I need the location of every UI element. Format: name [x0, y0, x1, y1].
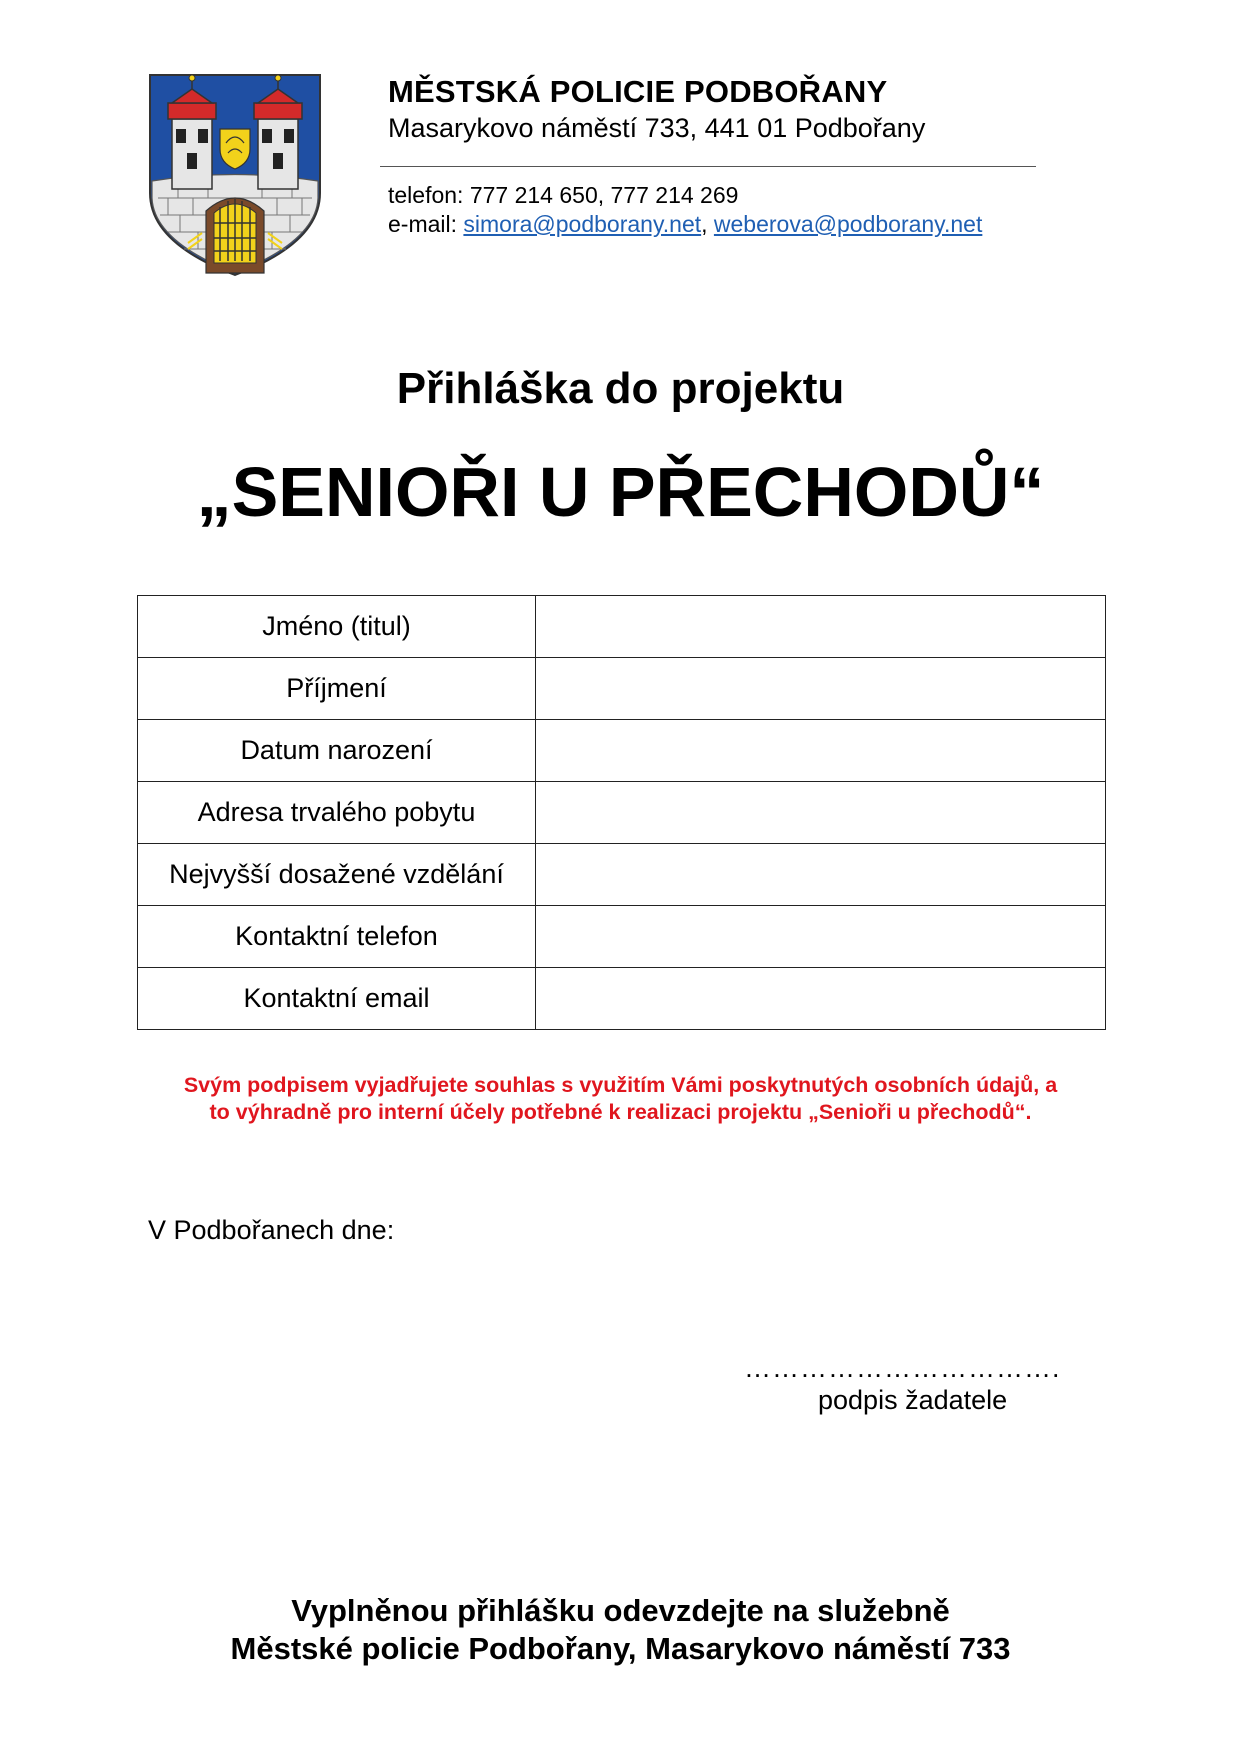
table-row [138, 906, 1106, 968]
form-title: Přihláška do projektu [396, 364, 845, 413]
field-input-education[interactable] [536, 844, 1106, 906]
field-input-phone[interactable] [536, 906, 1106, 968]
field-label: Příjmení [138, 658, 536, 720]
place-date-label: V Podbořanech dne: [148, 1215, 395, 1245]
table-row [138, 968, 1106, 1030]
field-label: Datum narození [138, 720, 536, 782]
project-name: „SENIOŘI U PŘECHODŮ“ [196, 453, 1045, 531]
signature-label: podpis žadatele [818, 1385, 1008, 1415]
email-link-weberova[interactable]: weberova@podborany.net [713, 211, 983, 237]
email-separator: , [701, 211, 714, 237]
submission-instructions [0, 1592, 1241, 1668]
coat-of-arms-logo [148, 73, 322, 277]
organization-name: MĚSTSKÁ POLICIE PODBOŘANY [388, 74, 888, 109]
field-input-birth-date[interactable] [536, 720, 1106, 782]
email-label: e-mail: [388, 211, 464, 237]
consent-notice [0, 1072, 1241, 1126]
field-label: Kontaktní telefon [138, 906, 536, 968]
application-form-table [137, 595, 1106, 1030]
footer-line: Městské policie Podbořany, Masarykovo náměstí 733 [230, 1631, 1011, 1666]
signature-line[interactable]: ……………………………. [744, 1353, 1061, 1383]
organization-email-line [388, 211, 982, 238]
table-row [138, 844, 1106, 906]
field-input-first-name[interactable] [536, 596, 1106, 658]
field-label: Kontaktní email [138, 968, 536, 1030]
table-row [138, 782, 1106, 844]
table-row [138, 658, 1106, 720]
organization-address: Masarykovo náměstí 733, 441 01 Podbořany [388, 113, 926, 143]
header-divider [380, 166, 1036, 167]
footer-line: Vyplněnou přihlášku odevzdejte na služebně [291, 1593, 950, 1628]
field-input-email[interactable] [536, 968, 1106, 1030]
organization-phone: telefon: 777 214 650, 777 214 269 [388, 182, 739, 208]
consent-notice-line: to výhradně pro interní účely potřebné k realizaci projektu „Senioři u přechodů“. [209, 1100, 1032, 1124]
field-label: Nejvyšší dosažené vzdělání [138, 844, 536, 906]
field-input-surname[interactable] [536, 658, 1106, 720]
field-input-address[interactable] [536, 782, 1106, 844]
consent-notice-line: Svým podpisem vyjadřujete souhlas s využitím Vámi poskytnutých osobních údajů, a [183, 1073, 1058, 1097]
table-row [138, 720, 1106, 782]
field-label: Jméno (titul) [138, 596, 536, 658]
field-label: Adresa trvalého pobytu [138, 782, 536, 844]
table-row [138, 596, 1106, 658]
email-link-simora[interactable]: simora@podborany.net [463, 211, 702, 237]
